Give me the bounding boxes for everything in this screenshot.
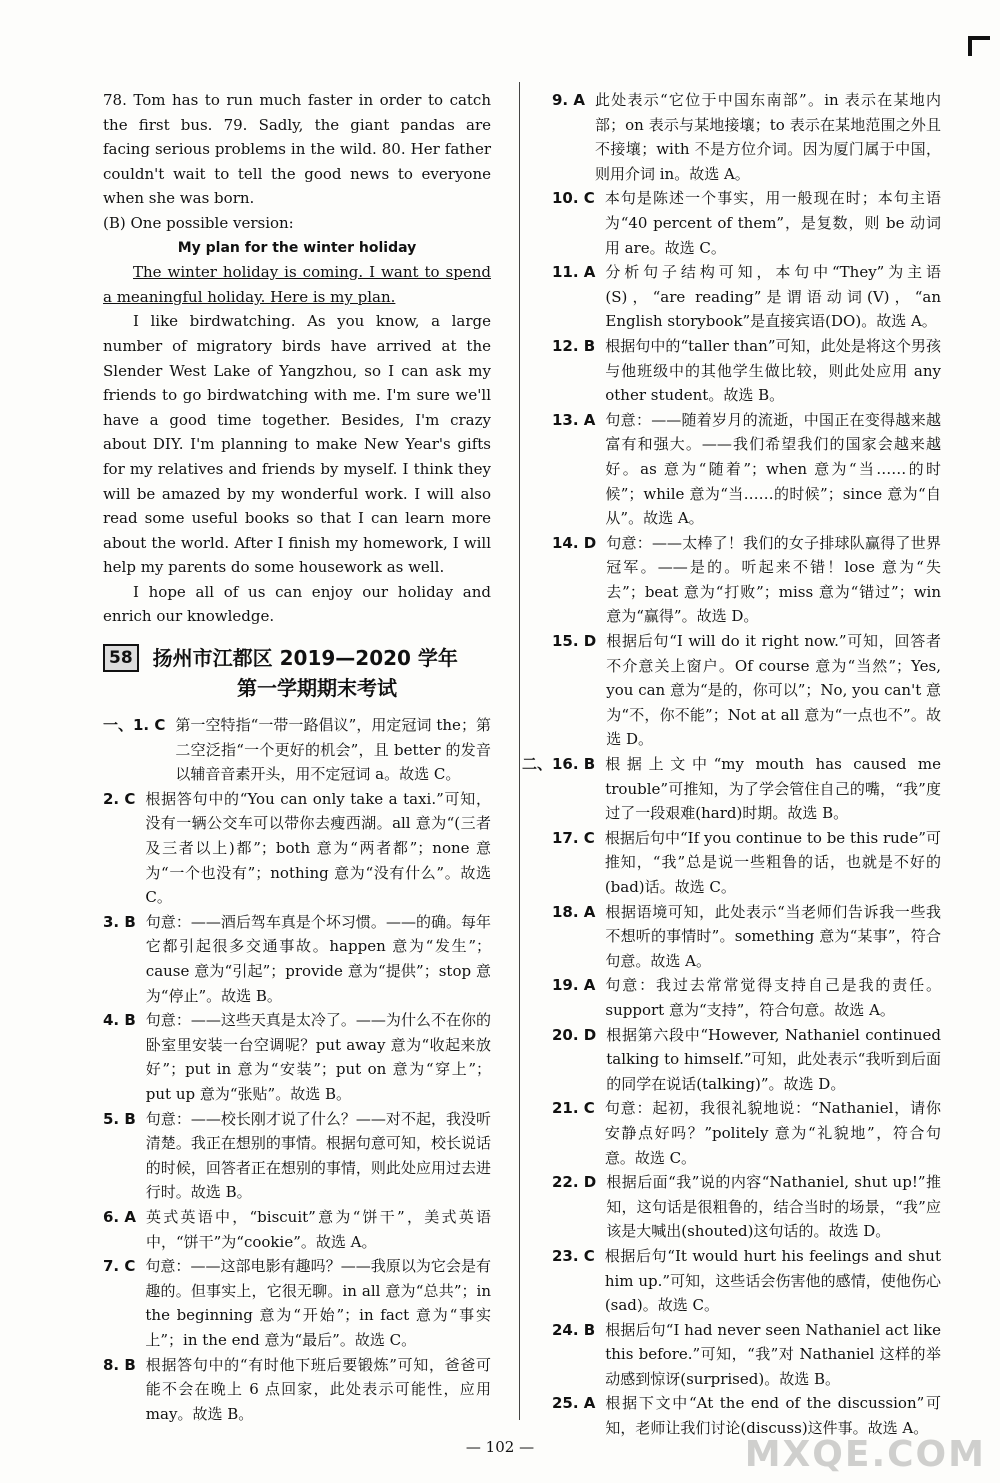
answer-label: 23. C [552, 1246, 595, 1265]
right-answer-list [522, 88, 941, 1441]
answer-item [552, 408, 941, 531]
answer-item [103, 1254, 491, 1352]
corner-mark [968, 36, 990, 56]
answer-item [552, 1318, 941, 1392]
answer-explanation: 根据句中的“taller than”可知，此处是将这个男孩与他班级中的其他学生做比较，则此处应用 any other student。故选 B。 [605, 336, 941, 405]
section-title-line1: 扬州市江都区 2019—2020 学年 [152, 646, 458, 671]
answer-explanation: 句意：——随着岁月的流逝，中国正在变得越来越富有和强大。——我们希望我们的国家会越来越好。as 意为“随着”；when 意为“当……的时候”；while 意为“当……的时候”；since 意为“自从”。故选 A。 [605, 410, 941, 528]
answer-explanation: 句意：——这部电影有趣吗？——我原以为它会是有趣的。但事实上，它很无聊。in all 意为“总共”；in the beginning 意为“开始”；in fact 意为“事实上”；in the end 意为“最后”。故选 C。 [145, 1257, 491, 1349]
answer-explanation: 此处表示“它位于中国东南部”。in 表示在某地内部；on 表示与某地接壤；to 表示在某地范围之外且不接壤；with 不是方位介词。因为厦门属于中国，则用介词 in。故选 A。 [594, 91, 941, 183]
answer-label: 一、1. C [103, 716, 166, 735]
answer-explanation: 根据语境可知，此处表示“当老师们告诉我一些我不想听的事情时”。something 意为“某事”，符合句意。故选 A。 [605, 902, 941, 970]
answer-label: 19. A [552, 976, 596, 995]
answer-label: 24. B [552, 1320, 596, 1339]
answer-explanation: 句意：——校长刚才说了什么？——对不起，我没听清楚。我正在想别的事情。根据句意可知，校长说话的时候，回答者正在想别的事情，则此处应用过去进行时。故选 B。 [145, 1109, 491, 1202]
section-number-badge: 58 [103, 644, 139, 672]
answer-label: 20. D [552, 1025, 597, 1044]
answer-label: 7. C [103, 1257, 136, 1276]
answer-item [552, 88, 941, 186]
answer-label: 6. A [103, 1207, 136, 1226]
answer-item [552, 629, 941, 752]
answer-item [103, 1107, 491, 1205]
answer-item [552, 1170, 941, 1244]
version-label: (B) One possible version: [103, 213, 294, 232]
answer-explanation: 根据后句中“If you continue to be this rude”可推知，“我”总是说一些粗鲁的话，也就是不好的(bad)话。故选 C。 [604, 828, 941, 896]
answer-label: 11. A [552, 263, 596, 282]
answer-explanation: 本句是陈述一个事实，用一般现在时；本句主语为“40 percent of them”，是复数，则 be 动词用 are。故选 C。 [604, 189, 941, 257]
answer-explanation: 根据后句“I will do it right now.”可知，回答者不介意关上窗户。Of course 意为“当然”；Yes, you can 意为“是的，你可以”；No, you can't 意为“不，你不能”；Not at all 意为“一点也不”。故选 D。 [606, 632, 941, 749]
answer-label: 14. D [552, 533, 597, 552]
answer-explanation: 根据后句“I had never seen Nathaniel act like this before.”可知，“我”对 Nathaniel 这样的举动感到惊讶(surprised)。故选 B。 [605, 1320, 941, 1388]
answer-label: 二、16. B [522, 755, 596, 774]
column-divider [519, 82, 520, 1420]
essay-intro: The winter holiday is coming. I want to spend a meaningful holiday. Here is my plan. [103, 263, 491, 306]
answer-explanation: 根据后句“It would hurt his feelings and shut him up.”可知，这些话会伤害他的感情，使他伤心(sad)。故选 C。 [604, 1246, 941, 1315]
essay-paragraph-2: I hope all of us can enjoy our holiday and enrich our knowledge. [103, 582, 491, 626]
answer-item [552, 531, 941, 629]
answer-label: 2. C [103, 789, 136, 808]
answer-label: 8. B [103, 1355, 136, 1374]
answer-item [522, 752, 941, 826]
answer-explanation: 根据下文中“At the end of the discussion”可知，老师让我们讨论(discuss)这件事。故选 A。 [605, 1394, 941, 1438]
answer-label: 22. D [552, 1173, 597, 1192]
answer-label: 9. A [552, 91, 585, 109]
answer-item [103, 1205, 491, 1254]
answer-item [552, 826, 941, 900]
answer-label: 4. B [103, 1011, 136, 1030]
right-column [522, 88, 941, 1441]
answer-label: 15. D [552, 632, 597, 651]
answer-label: 5. B [103, 1109, 136, 1128]
answer-explanation: 分析句子结构可知，本句中“They”为主语(S)，“are reading”是谓语动词(V)，“an English storybook”是直接宾语(DO)。故选 A。 [605, 263, 941, 331]
answer-item [552, 900, 941, 974]
answer-item [103, 1353, 491, 1427]
watermark-logo: MXQE.COM [744, 1434, 986, 1475]
answer-item [552, 973, 941, 1022]
answer-explanation: 根据第六段中“However, Nathaniel continued talking to himself.”可知，此处表示“我听到后面的同学在说话(talking)”。故选 D。 [606, 1025, 941, 1093]
answer-explanation: 句意：——太棒了！我们的女子排球队赢得了世界冠军。——是的。听起来不错！lose 意为“失去”；beat 意为“打败”；miss 意为“错过”；win 意为“赢得”。故选 D。 [606, 533, 941, 626]
answer-label: 12. B [552, 336, 596, 355]
answer-item [552, 260, 941, 334]
answer-explanation: 根据上文中“my mouth has caused me trouble”可推知，为了学会管住自己的嘴，“我”度过了一段艰难(hard)时期。故选 B。 [605, 755, 941, 823]
answer-item [552, 1244, 941, 1318]
answer-label: 21. C [552, 1099, 595, 1118]
answer-label: 3. B [103, 912, 136, 931]
page-number: — 102 — [465, 1438, 535, 1456]
essay-paragraph-1: I like birdwatching. As you know, a large number of migratory birds have arrived at the Slender West Lake of Yangzhou, so I can ask my friends to go birdwatching with me. I'm sure we'll have a good time together. Besides, I'm crazy about DIY. I'm planning to make New Year's gifts for my relatives and friends by myself. I think they will be amazed by my wonderful work. I will also read some useful books so that I can learn more about the world. After I finish my homework, I will help my parents do some housework as well. [103, 312, 491, 577]
answer-item [103, 910, 491, 1008]
answers-78-80: 78. Tom has to run much faster in order to catch the first bus. 79. Sadly, the giant pandas are facing serious problems in the wild. 80. Her father couldn't wait to tell the good news to everyone when she was born. [103, 91, 491, 208]
answer-item [103, 713, 491, 787]
answer-label: 25. A [552, 1394, 596, 1413]
answer-explanation: 句意：起初，我很礼貌地说：“Nathaniel，请你安静点好吗？”politely 意为“礼貌地”，符合句意。故选 C。 [604, 1099, 941, 1167]
answer-explanation: 句意：——酒后驾车真是个坏习惯。——的确。每年它都引起很多交通事故。happen 意为“发生”；cause 意为“引起”；provide 意为“提供”；stop 意为“停止”。故选 B。 [145, 912, 491, 1005]
answer-explanation: 句意：——这些天真是太冷了。——为什么不在你的卧室里安装一台空调呢？put away 意为“收起来放好”；put in 意为“安装”；put on 意为“穿上”；put up 意为“张贴”。故选 B。 [145, 1011, 491, 1103]
answer-explanation: 根据后面“我”说的内容“Nathaniel, shut up!”推知，这句话是很粗鲁的，结合当时的场景，“我”应该是大喊出(shouted)这句话的。故选 D。 [606, 1173, 941, 1241]
answer-item [552, 1096, 941, 1170]
answer-item [552, 186, 941, 260]
answer-explanation: 根据答句中的“有时他下班后要锻炼”可知，爸爸可能不会在晚上 6 点回家，此处表示可能性，应用 may。故选 B。 [145, 1355, 491, 1423]
answer-explanation: 句意：我过去常常觉得支持自己是我的责任。support 意为“支持”，符合句意。故选 A。 [605, 976, 941, 1019]
answer-explanation: 英式英语中，“biscuit”意为“饼干”，美式英语中，“饼干”为“cookie”。故选 A。 [145, 1207, 491, 1251]
left-answer-list [103, 713, 491, 1426]
section-title-line2: 第一学期期末考试 [237, 676, 397, 701]
answer-item [552, 1023, 941, 1097]
section-heading [103, 643, 491, 703]
answer-explanation: 第一空特指“一带一路倡议”，用定冠词 the；第二空泛指“一个更好的机会”，且 better 的发音以辅音音素开头，用不定冠词 a。故选 C。 [175, 716, 491, 784]
answer-label: 17. C [552, 828, 595, 847]
answer-label: 18. A [552, 902, 596, 921]
answer-label: 10. C [552, 189, 595, 208]
answer-item [103, 1008, 491, 1106]
essay-title: My plan for the winter holiday [177, 239, 417, 256]
answer-item [103, 787, 491, 910]
answer-explanation: 根据答句中的“You can only take a taxi.”可知，没有一辆公交车可以带你去瘦西湖。all 意为“(三者及三者以上)都”；both 意为“两者都”；none 意为“一个也没有”；nothing 意为“没有什么”。故选 C。 [145, 789, 491, 907]
answer-item [552, 334, 941, 408]
answer-label: 13. A [552, 410, 596, 429]
left-column [103, 88, 491, 1426]
